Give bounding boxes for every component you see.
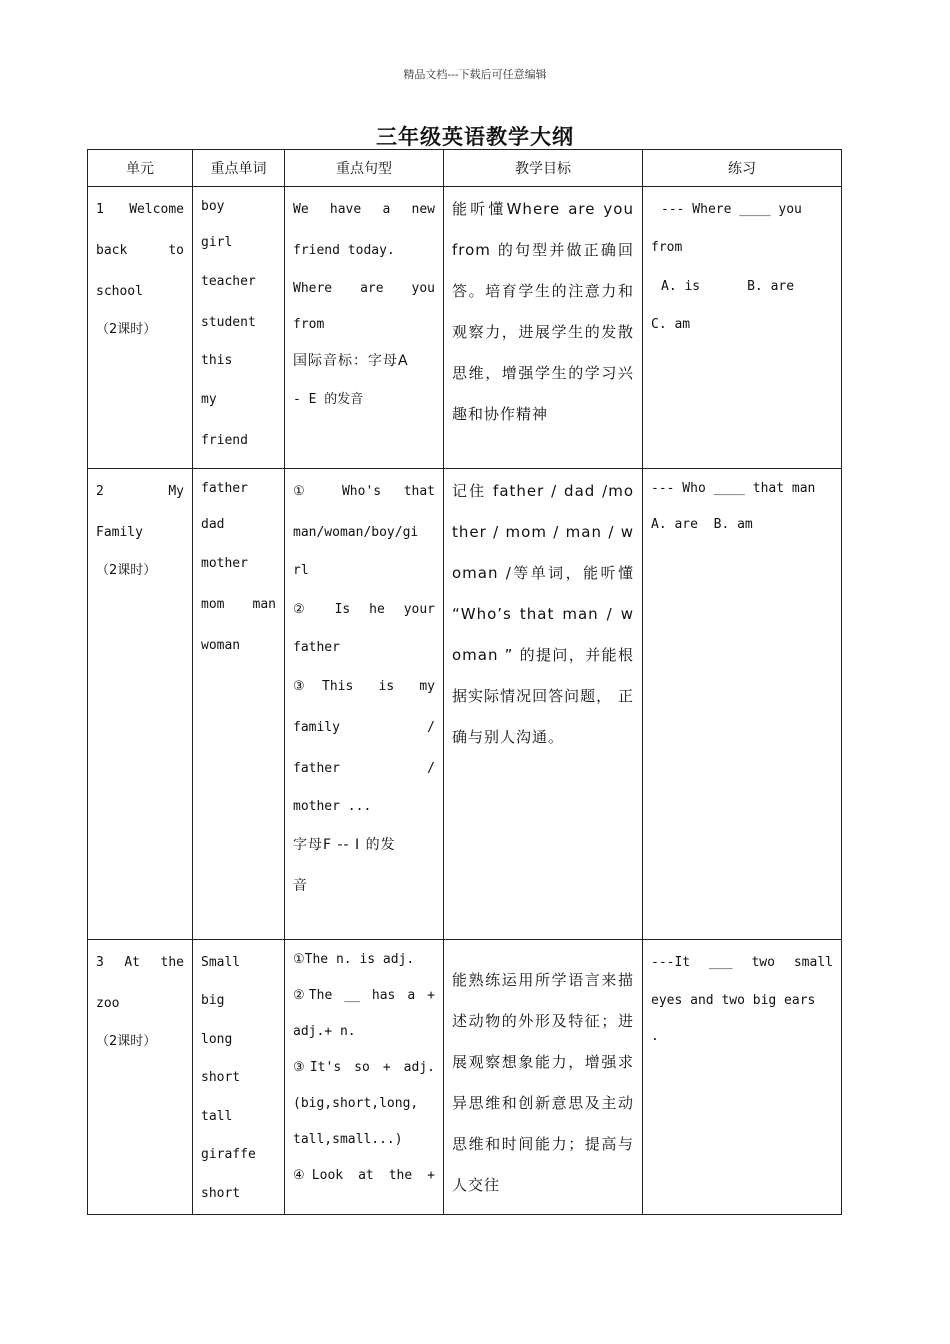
sentence-line: - E 的发音 (293, 392, 364, 407)
goal-cell (444, 469, 643, 940)
word-item: girl (201, 235, 233, 250)
unit-name-line: 1 Welcome (96, 202, 184, 217)
exercise-cell (643, 940, 842, 1215)
sentence-line: father / (293, 761, 435, 776)
sentence-line: ② Is he your (293, 602, 435, 617)
unit-cell (88, 469, 193, 940)
word-item: big (201, 993, 225, 1008)
word-item: friend (201, 433, 248, 448)
sentence-line: from (293, 317, 325, 332)
unit-name-line: back to (96, 243, 184, 258)
word-item: tall (201, 1109, 233, 1124)
sentence-line: Where are you (293, 281, 435, 296)
word-item: boy (201, 199, 225, 214)
word-item: long (201, 1032, 233, 1047)
sentence-line: ③It's so + adj. (293, 1060, 435, 1075)
exercise-line: ---It ___ two small (651, 955, 833, 970)
exercise-line: --- Where ____ you (661, 202, 802, 217)
goal-text: 能听懂Where are you from 的句型并做正确回答。培育学生的注意力和观察力，进展学生的发散思维，增强学生的学习兴趣和协作精神 (452, 200, 640, 423)
sentence-line: tall,small...) (293, 1132, 403, 1147)
sentence-line: We have a new (293, 202, 435, 217)
word-item: father (201, 481, 248, 496)
word-item: woman (201, 638, 241, 653)
column-header-sentences: 重点句型 (285, 150, 444, 187)
table-row (88, 187, 842, 469)
word-item: mother (201, 556, 248, 571)
sentence-line: ③This is my (293, 679, 435, 694)
unit-hours: （2课时） (96, 1034, 157, 1049)
column-header-exercises: 练习 (643, 150, 842, 187)
document-title: 三年级英语教学大纲 (376, 124, 574, 149)
column-header-words: 重点单词 (193, 150, 285, 187)
sentence-line: father (293, 640, 340, 655)
sentence-line: rl (293, 563, 309, 578)
sentence-line: adj.+ n. (293, 1024, 356, 1039)
syllabus-table (87, 149, 842, 1215)
sentence-line: friend today. (293, 243, 395, 258)
word-item: mom man (201, 597, 276, 612)
sentence-line: ②The __ has a + (293, 988, 435, 1003)
words-cell (193, 469, 285, 940)
sentence-line: ①The n. is adj. (293, 952, 415, 967)
sentences-cell (285, 940, 444, 1215)
unit-name-line: school (96, 284, 143, 299)
unit-cell (88, 940, 193, 1215)
words-cell (193, 940, 285, 1215)
unit-name-line: zoo (96, 996, 120, 1011)
word-item: short (201, 1186, 241, 1201)
word-item: student (201, 315, 256, 330)
exercise-line: eyes and two big ears (651, 993, 816, 1008)
exercise-line: --- Who ____ that man (651, 481, 816, 496)
sentence-line: 字母F -- I 的发 (293, 837, 396, 853)
table-row (88, 469, 842, 940)
word-item: dad (201, 517, 225, 532)
words-cell (193, 187, 285, 469)
exercise-line: . (651, 1029, 659, 1044)
sentence-line: ④Look at the + (293, 1168, 435, 1183)
exercise-cell (643, 187, 842, 469)
goal-cell (444, 187, 643, 469)
sentence-line: mother ... (293, 799, 372, 814)
unit-cell (88, 187, 193, 469)
column-header-goals: 教学目标 (444, 150, 643, 187)
table-header-row (88, 150, 842, 187)
word-item: short (201, 1070, 241, 1085)
unit-hours: （2课时） (96, 322, 157, 337)
column-header-unit: 单元 (88, 150, 193, 187)
sentence-line: 国际音标：字母A (293, 353, 409, 369)
word-item: teacher (201, 274, 256, 289)
exercise-line: A. is B. are (661, 279, 795, 294)
exercise-line: from (651, 240, 683, 255)
exercise-line: C. am (651, 317, 691, 332)
word-item: this (201, 353, 233, 368)
goal-cell (444, 940, 643, 1215)
sentence-line: family / (293, 720, 435, 735)
page-header-note: 精品文档---下载后可任意编辑 (403, 68, 547, 81)
sentence-line: ① Who's that (293, 484, 435, 499)
sentences-cell (285, 469, 444, 940)
sentence-line: (big,short,long, (293, 1096, 419, 1111)
sentences-cell (285, 187, 444, 469)
word-item: giraffe (201, 1147, 256, 1162)
sentence-line: man/woman/boy/gi (293, 525, 419, 540)
unit-name-line: Family (96, 525, 143, 540)
unit-name-line: 3 At the (96, 955, 184, 970)
goal-text: 记住 father / dad /mother / mom / man / woman /等单词，能听懂 “Who’s that man / woman ” 的提问，并能根据实际情况回答问题， 正确与别人沟通。 (452, 482, 640, 746)
exercise-cell (643, 469, 842, 940)
table-row (88, 940, 842, 1215)
goal-text: 能熟练运用所学语言来描述动物的外形及特征；进展观察想象能力，增强求异思维和创新意思及主动思维和时间能力；提高与人交往 (452, 971, 634, 1194)
unit-hours: （2课时） (96, 563, 157, 578)
word-item: my (201, 392, 217, 407)
sentence-line: 音 (293, 878, 308, 894)
unit-name-line: 2 My (96, 484, 184, 499)
exercise-line: A. are B. am (651, 517, 753, 532)
word-item: Small (201, 955, 241, 970)
